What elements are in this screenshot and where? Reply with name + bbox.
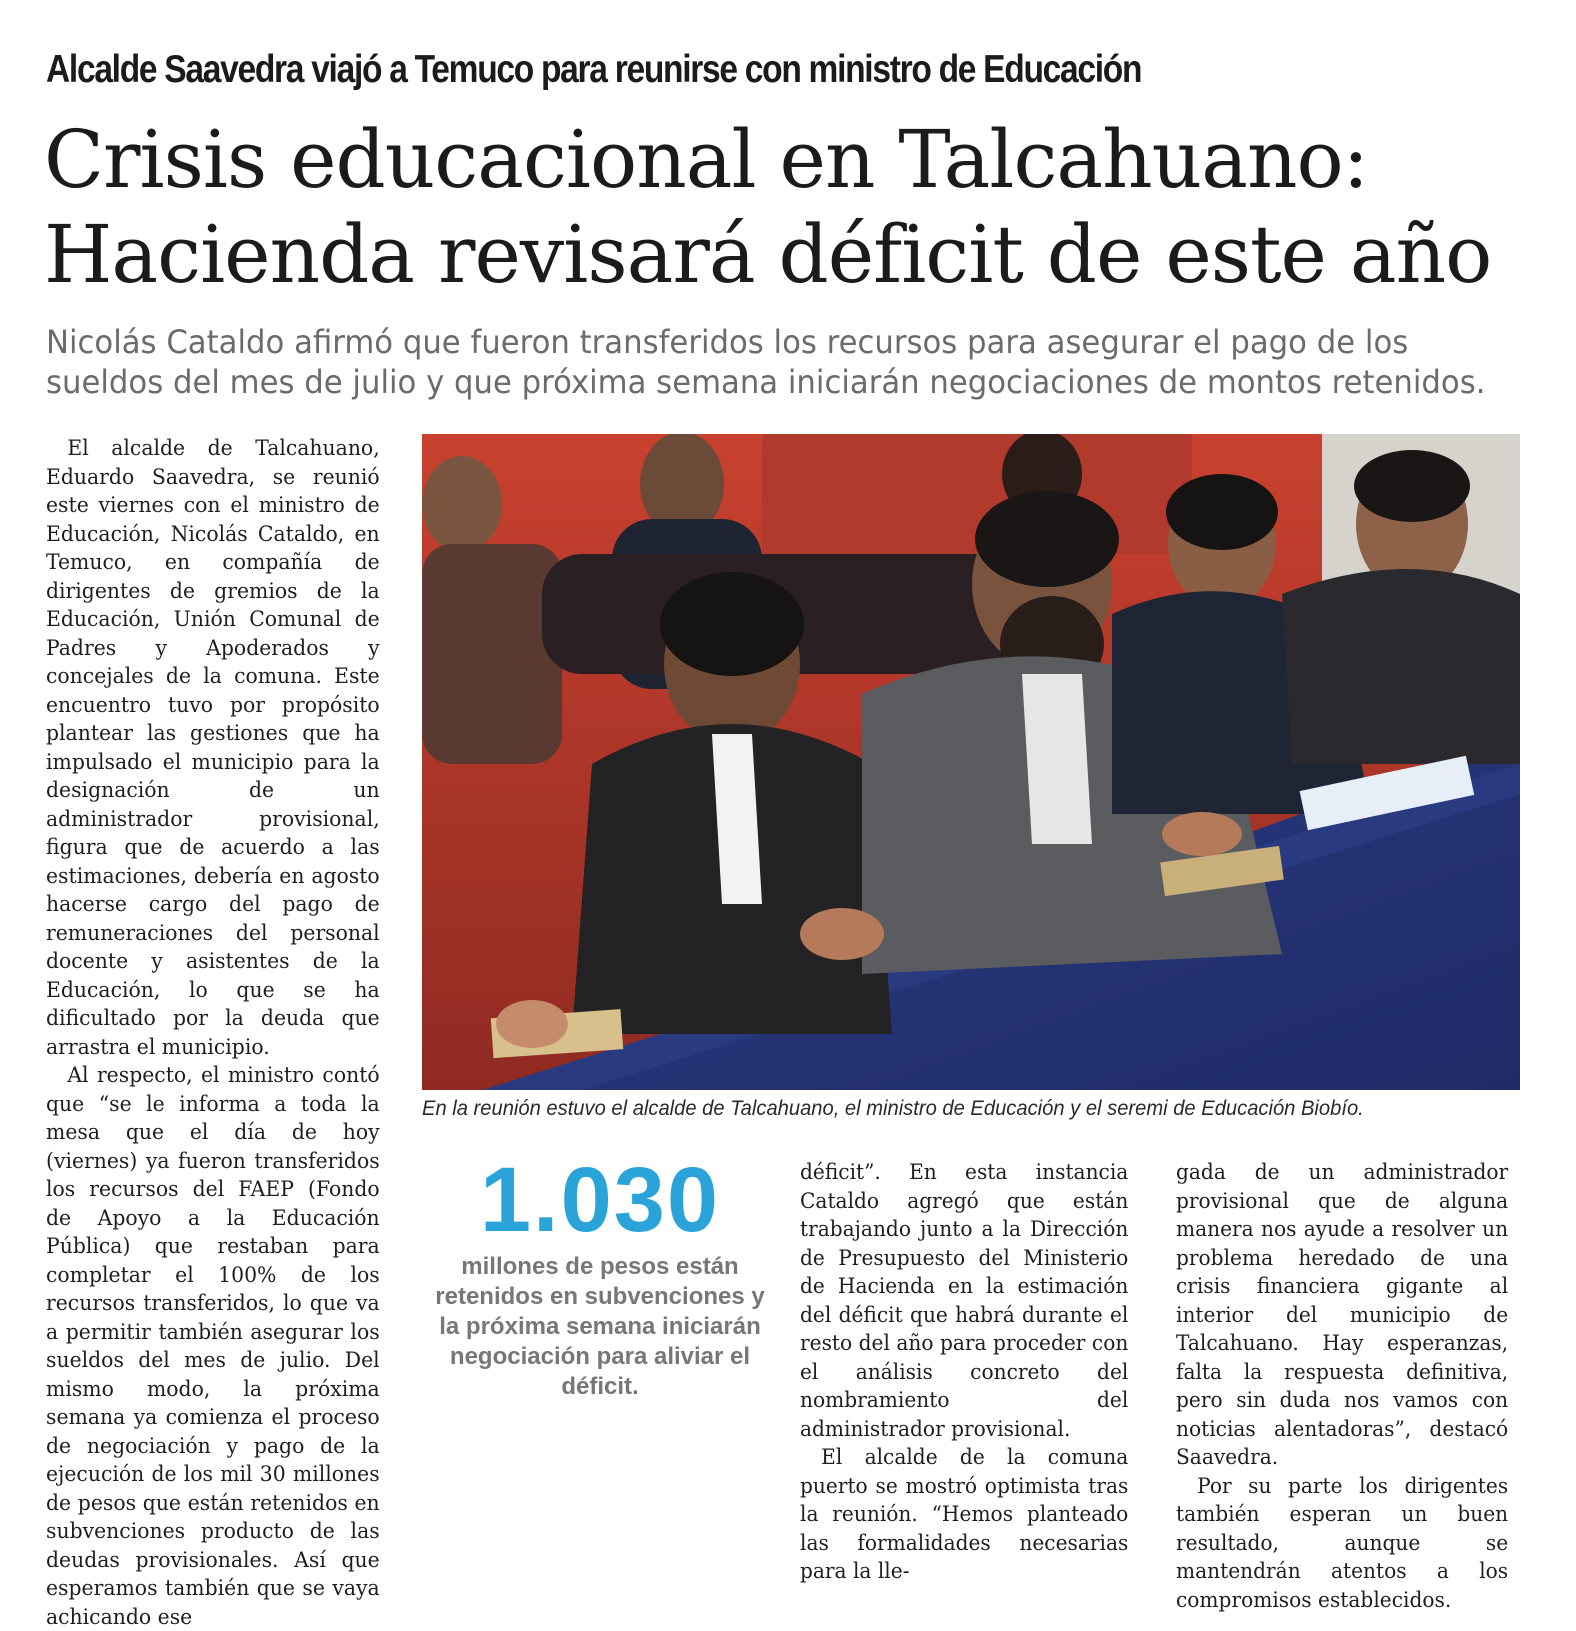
body-paragraph: El alcalde de la comuna puerto se mostró optimista tras la reunión. “Hemos planteado las formalidades necesarias para la lle- [800, 1445, 1129, 1583]
callout-text: millones de pesos están retenidos en subvenciones y la próxima semana iniciarán negociación para aliviar el déficit. [435, 1253, 765, 1400]
body-column-1 [46, 434, 380, 1631]
deck-line-2: sueldos del mes de julio y que próxima semana iniciarán negociaciones de montos retenidos. [46, 363, 1486, 401]
body-paragraph: déficit”. En esta instancia Cataldo agregó que están trabajando junto a la Dirección de Presupuesto del Ministerio de Hacienda en la estimación del déficit que habrá durante el resto del año para proceder con el análisis concreto del nombramiento del administrador provisional. [800, 1160, 1129, 1441]
deck-line-1: Nicolás Cataldo afirmó que fueron transferidos los recursos para asegurar el pago de los [46, 323, 1409, 361]
body-column-3 [800, 1158, 1128, 1586]
body-paragraph: El alcalde de Talcahuano, Eduardo Saavedra, se reunió este viernes con el ministro de Educación, Nicolás Cataldo, en Temuco, en compañía de dirigentes de gremios de la Educación, Unión Comunal de Padres y Apoderados y concejales de la comuna. Este encuentro tuvo por propósito plantear las gestiones que ha impulsado el municipio para la designación de un administrador provisional, figura que de acuerdo a las estimaciones, debería en agosto hacerse cargo del pago de remuneraciones del personal docente y asistentes de la Educación, lo que se ha dificultado por la deuda que arrastra el municipio. [46, 436, 380, 1059]
callout-number: 1.030 [479, 1149, 721, 1251]
deck [46, 322, 1486, 402]
kicker: Alcalde Saavedra viajó a Temuco para reunirse con ministro de Educación [46, 48, 1142, 91]
body-paragraph: gada de un administrador provisional que de alguna manera nos ayude a resolver un problema heredado de una crisis financiera gigante al interior del municipio de Talcahuano. Hay esperanzas, falta la respuesta definitiva, pero sin duda nos vamos con noticias alentadoras”, destacó Saavedra. [1176, 1160, 1509, 1469]
meeting-photo [422, 434, 1520, 1090]
headline-line-2: Hacienda revisará déficit de este año [44, 208, 1492, 301]
body-paragraph: Al respecto, el ministro contó que “se le informa a toda la mesa que el día de hoy (viernes) ya fueron transferidos los recursos del FAEP (Fondo de Apoyo a la Educación Pública) que restaban para completar el 100% de los recursos transferidos, lo que va a permitir también asegurar los sueldos del mes de julio. Del mismo modo, la próxima semana ya comienza el proceso de negociación y pago de la ejecución de los mil 30 millones de pesos que están retenidos en subvenciones producto de las deudas provisionales. Así que esperamos también que se vaya achicando ese [46, 1063, 380, 1629]
photo-caption: En la reunión estuvo el alcalde de Talcahuano, el ministro de Educación y el seremi de Educación Biobío. [422, 1097, 1364, 1120]
body-column-4 [1176, 1158, 1508, 1614]
headline-line-1: Crisis educacional en Talcahuano: [44, 113, 1369, 206]
headline [44, 112, 1514, 302]
body-paragraph: Por su parte los dirigentes también esperan un buen resultado, aunque se mantendrán atentos a los compromisos establecidos. [1176, 1473, 1509, 1612]
